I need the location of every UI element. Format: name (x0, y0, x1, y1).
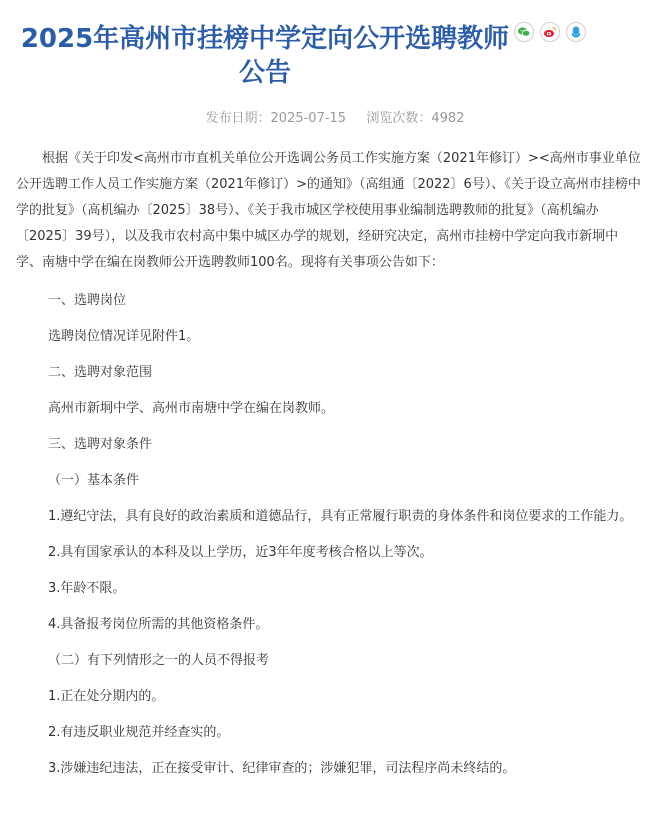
publish-label: 发布日期： (205, 111, 271, 126)
page-title: 2025年高州市挂榜中学定向公开选聘教师公告 (20, 24, 510, 88)
subsection-basic: （一）基本条件 (48, 473, 140, 488)
publish-date: 2025-07-15 (270, 111, 347, 126)
qq-icon[interactable] (566, 22, 586, 42)
section-heading-3: 三、选聘对象条件 (48, 437, 153, 452)
condition-item: 2.具有国家承认的本科及以上学历，近3年年度考核合格以上等次。 (48, 545, 433, 560)
condition-item: 1.遵纪守法，具有良好的政治素质和道德品行，具有正常履行职责的身体条件和岗位要求的工作能力。 (48, 509, 633, 524)
views-count: 4982 (431, 111, 465, 126)
share-bar (514, 22, 586, 42)
section-1-text: 选聘岗位情况详见附件1。 (48, 329, 200, 344)
article-meta (0, 107, 670, 126)
condition-item: 3.年龄不限。 (48, 581, 126, 596)
condition-item: 4.具备报考岗位所需的其他资格条件。 (48, 617, 269, 632)
section-heading-1: 一、选聘岗位 (48, 293, 127, 308)
views-label: 浏览次数： (366, 111, 432, 126)
section-2-text: 高州市新垌中学、高州市南塘中学在编在岗教师。 (48, 401, 335, 416)
subsection-exclusions: （二）有下列情形之一的人员不得报考 (48, 653, 270, 668)
section-heading-2: 二、选聘对象范围 (48, 365, 153, 380)
exclusion-item: 1.正在处分期内的。 (48, 689, 165, 704)
article-body (16, 146, 644, 782)
exclusion-item: 3.涉嫌违纪违法，正在接受审计、纪律审查的；涉嫌犯罪，司法程序尚未终结的。 (48, 761, 516, 776)
intro-paragraph: 根据《关于印发<高州市市直机关单位公开选调公务员工作实施方案（2021年修订）><高州市事业单位公开选聘工作人员工作实施方案（2021年修订）>的通知》（高组通〔2022〕6号）、《关于设立高州市挂榜中学的批复》（高机编办〔2025〕38号）、《关于我市城区学校使用事业编制选聘教师的批复》（高机编办〔2025〕39号），以及我市农村高中集中城区办学的规划，经研究决定，高州市挂榜中学定向我市新垌中学、南塘中学在编在岗教师公开选聘教师100名。现将有关事项公告如下： (16, 151, 641, 270)
weibo-icon[interactable] (540, 22, 560, 42)
exclusion-item: 2.有违反职业规范并经查实的。 (48, 725, 230, 740)
wechat-icon[interactable] (514, 22, 534, 42)
